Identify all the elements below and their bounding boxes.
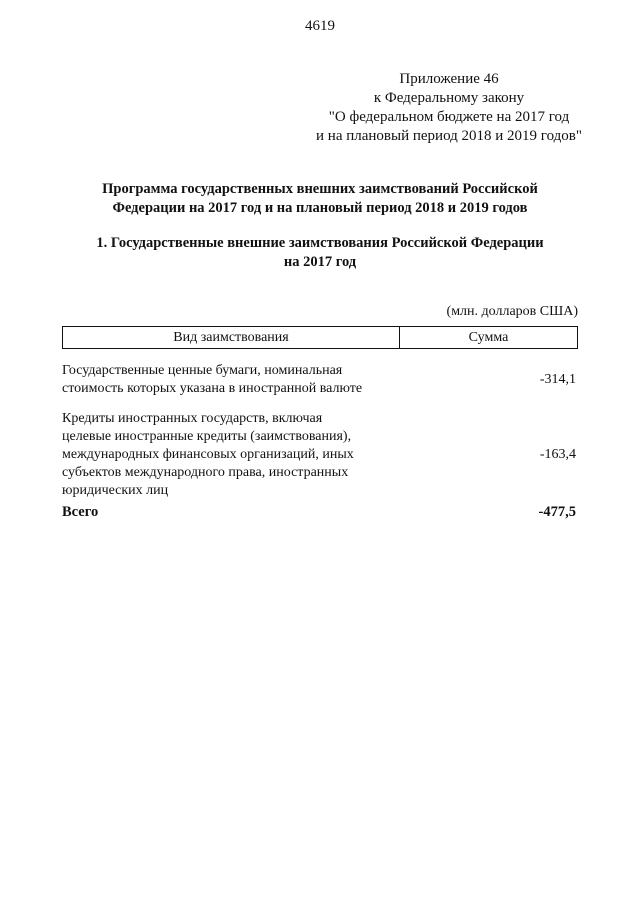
row-description-line: международных финансовых организаций, иных — [62, 447, 354, 462]
total-value: -477,5 — [538, 504, 576, 520]
column-header-type: Вид заимствования — [63, 327, 400, 348]
page-number: 4619 — [305, 18, 335, 34]
column-header-sum: Сумма — [468, 330, 509, 345]
section-title-line: на 2017 год — [283, 254, 357, 270]
row-value: -314,1 — [539, 372, 576, 387]
section-title-line: 1. Государственные внешние заимствования Российской Федерации — [96, 235, 544, 251]
table-header — [62, 326, 578, 349]
row-description-line: субъектов международного права, иностранных — [62, 465, 349, 480]
row-description-line: юридических лиц — [62, 483, 169, 498]
appendix-line: "О федеральном бюджете на 2017 год — [328, 109, 570, 125]
table-row — [62, 362, 578, 398]
row-value: -163,4 — [539, 447, 576, 462]
appendix-caption — [316, 70, 582, 146]
row-description — [62, 410, 382, 500]
appendix-line: к Федеральному закону — [373, 90, 525, 106]
total-row — [62, 503, 578, 521]
document-title — [60, 180, 580, 218]
document-title-line: Программа государственных внешних заимствований Российской — [102, 181, 538, 197]
appendix-line: и на плановый период 2018 и 2019 годов" — [316, 128, 582, 144]
appendix-line: Приложение 46 — [399, 71, 499, 87]
table-row — [62, 410, 578, 500]
row-description-line: стоимость которых указана в иностранной валюте — [62, 381, 363, 396]
units-label: (млн. долларов США) — [446, 304, 578, 319]
document-title-line: Федерации на 2017 год и на плановый период 2018 и 2019 годов — [112, 200, 528, 216]
row-description-line: Государственные ценные бумаги, номинальная — [62, 363, 343, 378]
row-description-line: целевые иностранные кредиты (заимствования), — [62, 429, 352, 444]
total-label: Всего — [62, 504, 99, 520]
row-description — [62, 362, 382, 398]
row-description-line: Кредиты иностранных государств, включая — [62, 411, 323, 426]
section-title — [60, 234, 580, 272]
